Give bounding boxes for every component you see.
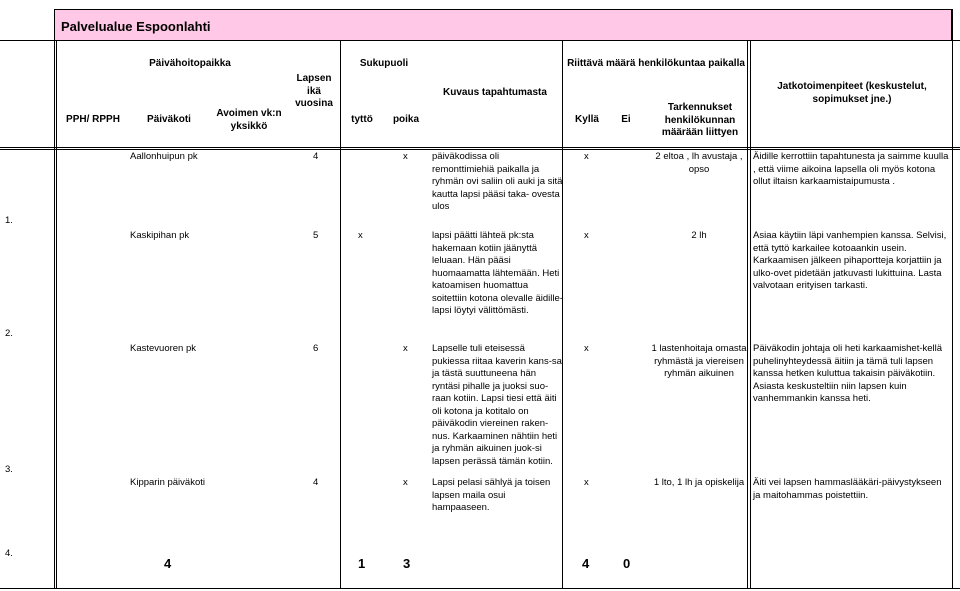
cell-age: 4 xyxy=(313,477,319,488)
cell-paivakoti: Aallonhuipun pk xyxy=(130,151,198,162)
cell-kylla: x xyxy=(584,477,589,488)
header-paivakoti: Päiväkoti xyxy=(147,114,191,125)
row-number: 1. xyxy=(5,215,13,226)
cell-tarkennukset: 1 lto, 1 lh ja opiskelija xyxy=(653,477,745,488)
header-poika: poika xyxy=(392,114,420,125)
header-ei: Ei xyxy=(621,114,631,125)
cell-jatkotoimenpiteet: Asiaa käytiin läpi vanhempien kanssa. Selvisi, että tyttö karkailee kotoaankin usein. Karkaamisen jälkeen pihaportteja korjattiin ja ulko-ovet pidetään jatkuvasti lukittuina. Lasta valvotaan erityisen tarkasti. xyxy=(753,230,947,291)
cell-paivakoti: Kipparin päiväkoti xyxy=(130,477,205,488)
row-number: 2. xyxy=(5,328,13,339)
cell-kuvaus: päiväkodissa oli remonttimiehiä paikalla ja ryhmän ovi saliin oli auki ja sitä kautta lapsi pääsi taka- ovesta ulos xyxy=(432,151,563,212)
cell-jatkotoimenpiteet: Äidille kerrottiin tapahtunesta ja saimme kuulla , että viime aikoina lapsella oli myös kotona ollut iltaisn karkaamistaipumusta . xyxy=(753,151,949,187)
cell-age: 6 xyxy=(313,343,319,354)
cell-poika: x xyxy=(403,151,408,162)
cell-jatkotoimenpiteet: Päiväkodin johtaja oli heti karkaamishet-kellä puhelinyhteydessä äitiin ja tämä tuli lapsen kanssa hetken kuluttua takaisin päiväkotiin. Asiasta keskusteltiin niin lapsen kuin vanhemmankin kanssa heti. xyxy=(753,343,943,404)
header-tytto: tyttö xyxy=(351,114,373,125)
header-avoimen-vkn: Avoimen vk:n yksikkö xyxy=(216,108,282,132)
total-kylla: 4 xyxy=(582,556,590,571)
grid-line xyxy=(54,40,55,588)
header-kylla: Kyllä xyxy=(575,114,599,125)
grid-line xyxy=(0,147,960,148)
cell-tarkennukset: 2 eltoa , lh avustaja , opso xyxy=(655,151,743,175)
total-paivakoti: 4 xyxy=(164,556,172,571)
cell-kuvaus: lapsi päätti lähteä pk:sta hakemaan kotiin jäänyttä leluaan. Hän pääsi huomaamatta lähtemään. Heti katoamisen huomattua soitettiin kotona olevalle äidille- lapsi löytyi välittömästi. xyxy=(432,230,563,316)
header-tarkennukset: Tarkennukset henkilökunnan määrään liittyen xyxy=(661,102,739,138)
cell-kuvaus: Lapselle tuli eteisessä pukiessa riitaa kaverin kans-sa ja tästä suuttuneena hän ryntäsi pihalle ja juoksi suo- raan kotiin. Lapsi tiesi että äiti oli kotona ja kotitalo on päiväkodin viereinen raken- nus. Karkaaminen nähtiin heti ja ryhmän aikuinen juok-si lapsen perässä tämän kotiin. xyxy=(432,343,562,467)
total-poika: 3 xyxy=(403,556,411,571)
cell-poika: x xyxy=(403,477,408,488)
cell-jatkotoimenpiteet: Äiti vei lapsen hammaslääkäri-päivystykseen ja maitohammas poistettiin. xyxy=(753,477,942,501)
total-tytto: 1 xyxy=(358,556,366,571)
cell-kylla: x xyxy=(584,343,589,354)
cell-poika: x xyxy=(403,343,408,354)
header-jatkotoimenpiteet: Jatkotoimenpiteet (keskustelut, sopimukset jne.) xyxy=(777,81,927,105)
header-lapsen-ika: Lapsen ikä vuosina xyxy=(295,73,333,109)
cell-kylla: x xyxy=(584,151,589,162)
header-pph-rpph: PPH/ RPPH xyxy=(66,114,120,125)
header-kuvaus: Kuvaus tapahtumasta xyxy=(443,87,547,98)
cell-age: 5 xyxy=(313,230,319,241)
row-number: 3. xyxy=(5,464,13,475)
cell-tarkennukset: 2 lh xyxy=(691,230,707,241)
grid-line xyxy=(0,588,960,589)
header-paivahoitopaikka: Päivähoitopaikka xyxy=(149,58,231,69)
grid-line xyxy=(952,9,953,588)
cell-kylla: x xyxy=(584,230,589,241)
header-sukupuoli: Sukupuoli xyxy=(359,58,409,69)
cell-tytto: x xyxy=(358,230,363,241)
cell-kuvaus: Lapsi pelasi sählyä ja toisen lapsen maila osui hampaaseen. xyxy=(432,477,551,513)
cell-tarkennukset: 1 lastenhoitaja omasta ryhmästä ja viereisen ryhmän aikuinen xyxy=(651,343,747,379)
cell-paivakoti: Kaskipihan pk xyxy=(130,230,190,241)
title-bar xyxy=(54,9,952,41)
total-ei: 0 xyxy=(623,556,631,571)
grid-line xyxy=(56,40,57,588)
grid-line xyxy=(340,40,341,588)
cell-age: 4 xyxy=(313,151,319,162)
row-number: 4. xyxy=(5,548,13,559)
cell-paivakoti: Kastevuoren pk xyxy=(130,343,197,354)
header-riittava: Riittävä määrä henkilökuntaa paikalla xyxy=(567,58,745,69)
grid-line xyxy=(0,149,960,150)
grid-line xyxy=(0,40,960,41)
page-title: Palvelualue Espoonlahti xyxy=(61,19,211,34)
